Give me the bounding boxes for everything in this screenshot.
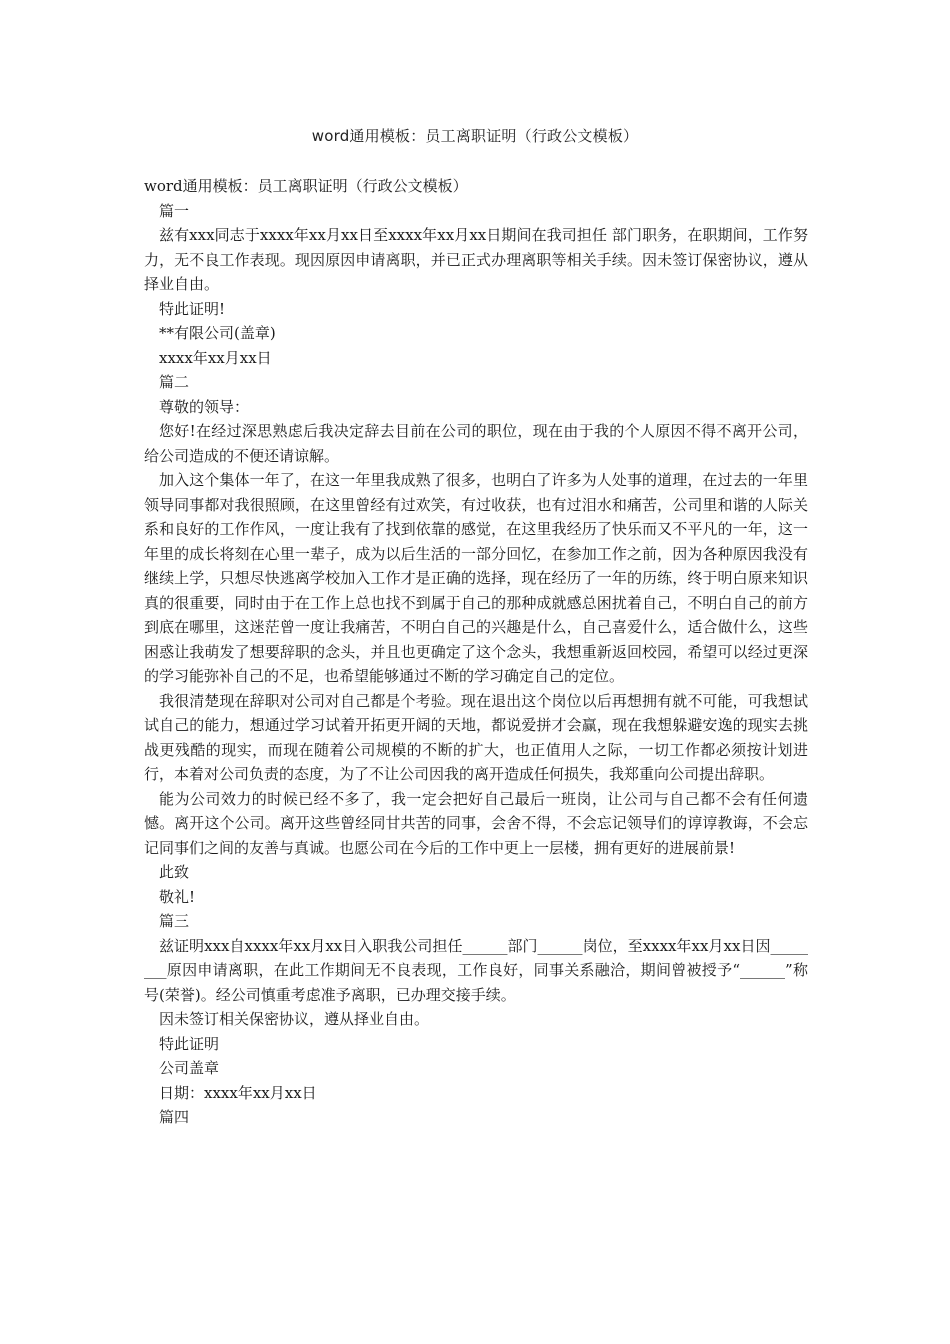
paragraph: xxxx年xx月xx日 [159,348,272,367]
section-heading-1: 篇一 [159,201,190,220]
paragraph: 兹证明xxx自xxxx年xx月xx日入职我公司担任______部门______岗位，至xxxx年xx月xx日因________原因申请离职，在此工作期间无不良表现，工作良好，同事关系融洽，期间曾被授予“______”称号(荣誉)。经公司慎重考虑准予离职，已办理交接手续。 [144,936,808,1004]
paragraph: 能为公司效力的时候已经不多了，我一定会把好自己最后一班岗，让公司与自己都不会有任何遗憾。离开这个公司。离开这些曾经同甘共苦的同事，会舍不得，不会忘记领导们的谆谆教诲，不会忘记同事们之间的友善与真诚。也愿公司在今后的工作中更上一层楼，拥有更好的进展前景! [144,789,808,857]
paragraph: 兹有xxx同志于xxxx年xx月xx日至xxxx年xx月xx日期间在我司担任 部门职务，在职期间，工作努力，无不良工作表现。现因原因申请离职，并已正式办理离职等相关手续。因未签订保密协议，遵从择业自由。 [144,226,808,293]
paragraph: **有限公司(盖章) [159,324,276,342]
paragraph: 此致 [159,863,190,881]
paragraph: 公司盖章 [159,1059,220,1077]
paragraph: 加入这个集体一年了，在这一年里我成熟了很多，也明白了许多为人处事的道理，在过去的一年里领导同事都对我很照顾，在这里曾经有过欢笑，有过收获，也有过泪水和痛苦，公司里和谐的人际关系和良好的工作作风，一度让我有了找到依靠的感觉，在这里我经历了快乐而又不平凡的一年，这一年里的成长将刻在心里一辈子，成为以后生活的一部分回忆，在参加工作之前，因为各种原因我没有继续上学，只想尽快逃离学校加入工作才是正确的选择，现在经历了一年的历练，终于明白原来知识真的很重要，同时由于在工作上总也找不到属于自己的那种成就感总困扰着自己，不明白自己的前方到底在哪里，这迷茫曾一度让我痛苦，不明白自己的兴趣是什么，自己喜爱什么，适合做什么，这些困惑让我萌发了想要辞职的念头，并且也更确定了这个念头，我想重新返回校园，希望可以经过更深的学习能弥补自己的不足，也希望能够通过不断的学习确定自己的定位。 [144,471,808,685]
document-body [144,174,808,1130]
paragraph: 因未签订相关保密协议，遵从择业自由。 [159,1010,430,1028]
document-title-line: word通用模板：员工离职证明（行政公文模板） [144,177,468,195]
section-heading-2: 篇二 [159,373,190,391]
paragraph: 尊敬的领导： [159,397,250,416]
paragraph: 我很清楚现在辞职对公司对自己都是个考验。现在退出这个岗位以后再想拥有就不可能，可我想试试自己的能力，想通过学习试着开拓更开阔的天地，都说爱拼才会赢，现在我想躲避安逸的现实去挑战更残酷的现实，而现在随着公司规模的不断的扩大，也正值用人之际，一切工作都必须按计划进行，本着对公司负责的态度，为了不让公司因我的离开造成任何损失，我郑重向公司提出辞职。 [144,691,808,783]
page-header-title: word通用模板：员工离职证明（行政公文模板） [311,127,639,145]
section-heading-4: 篇四 [159,1108,190,1126]
paragraph: 特此证明 [159,1034,220,1053]
paragraph: 敬礼! [159,887,196,906]
section-heading-3: 篇三 [159,912,190,930]
paragraph: 日期：xxxx年xx月xx日 [159,1083,317,1102]
paragraph: 您好!在经过深思熟虑后我决定辞去目前在公司的职位，现在由于我的个人原因不得不离开公司，给公司造成的不便还请谅解。 [144,422,808,465]
paragraph: 特此证明! [159,299,226,318]
